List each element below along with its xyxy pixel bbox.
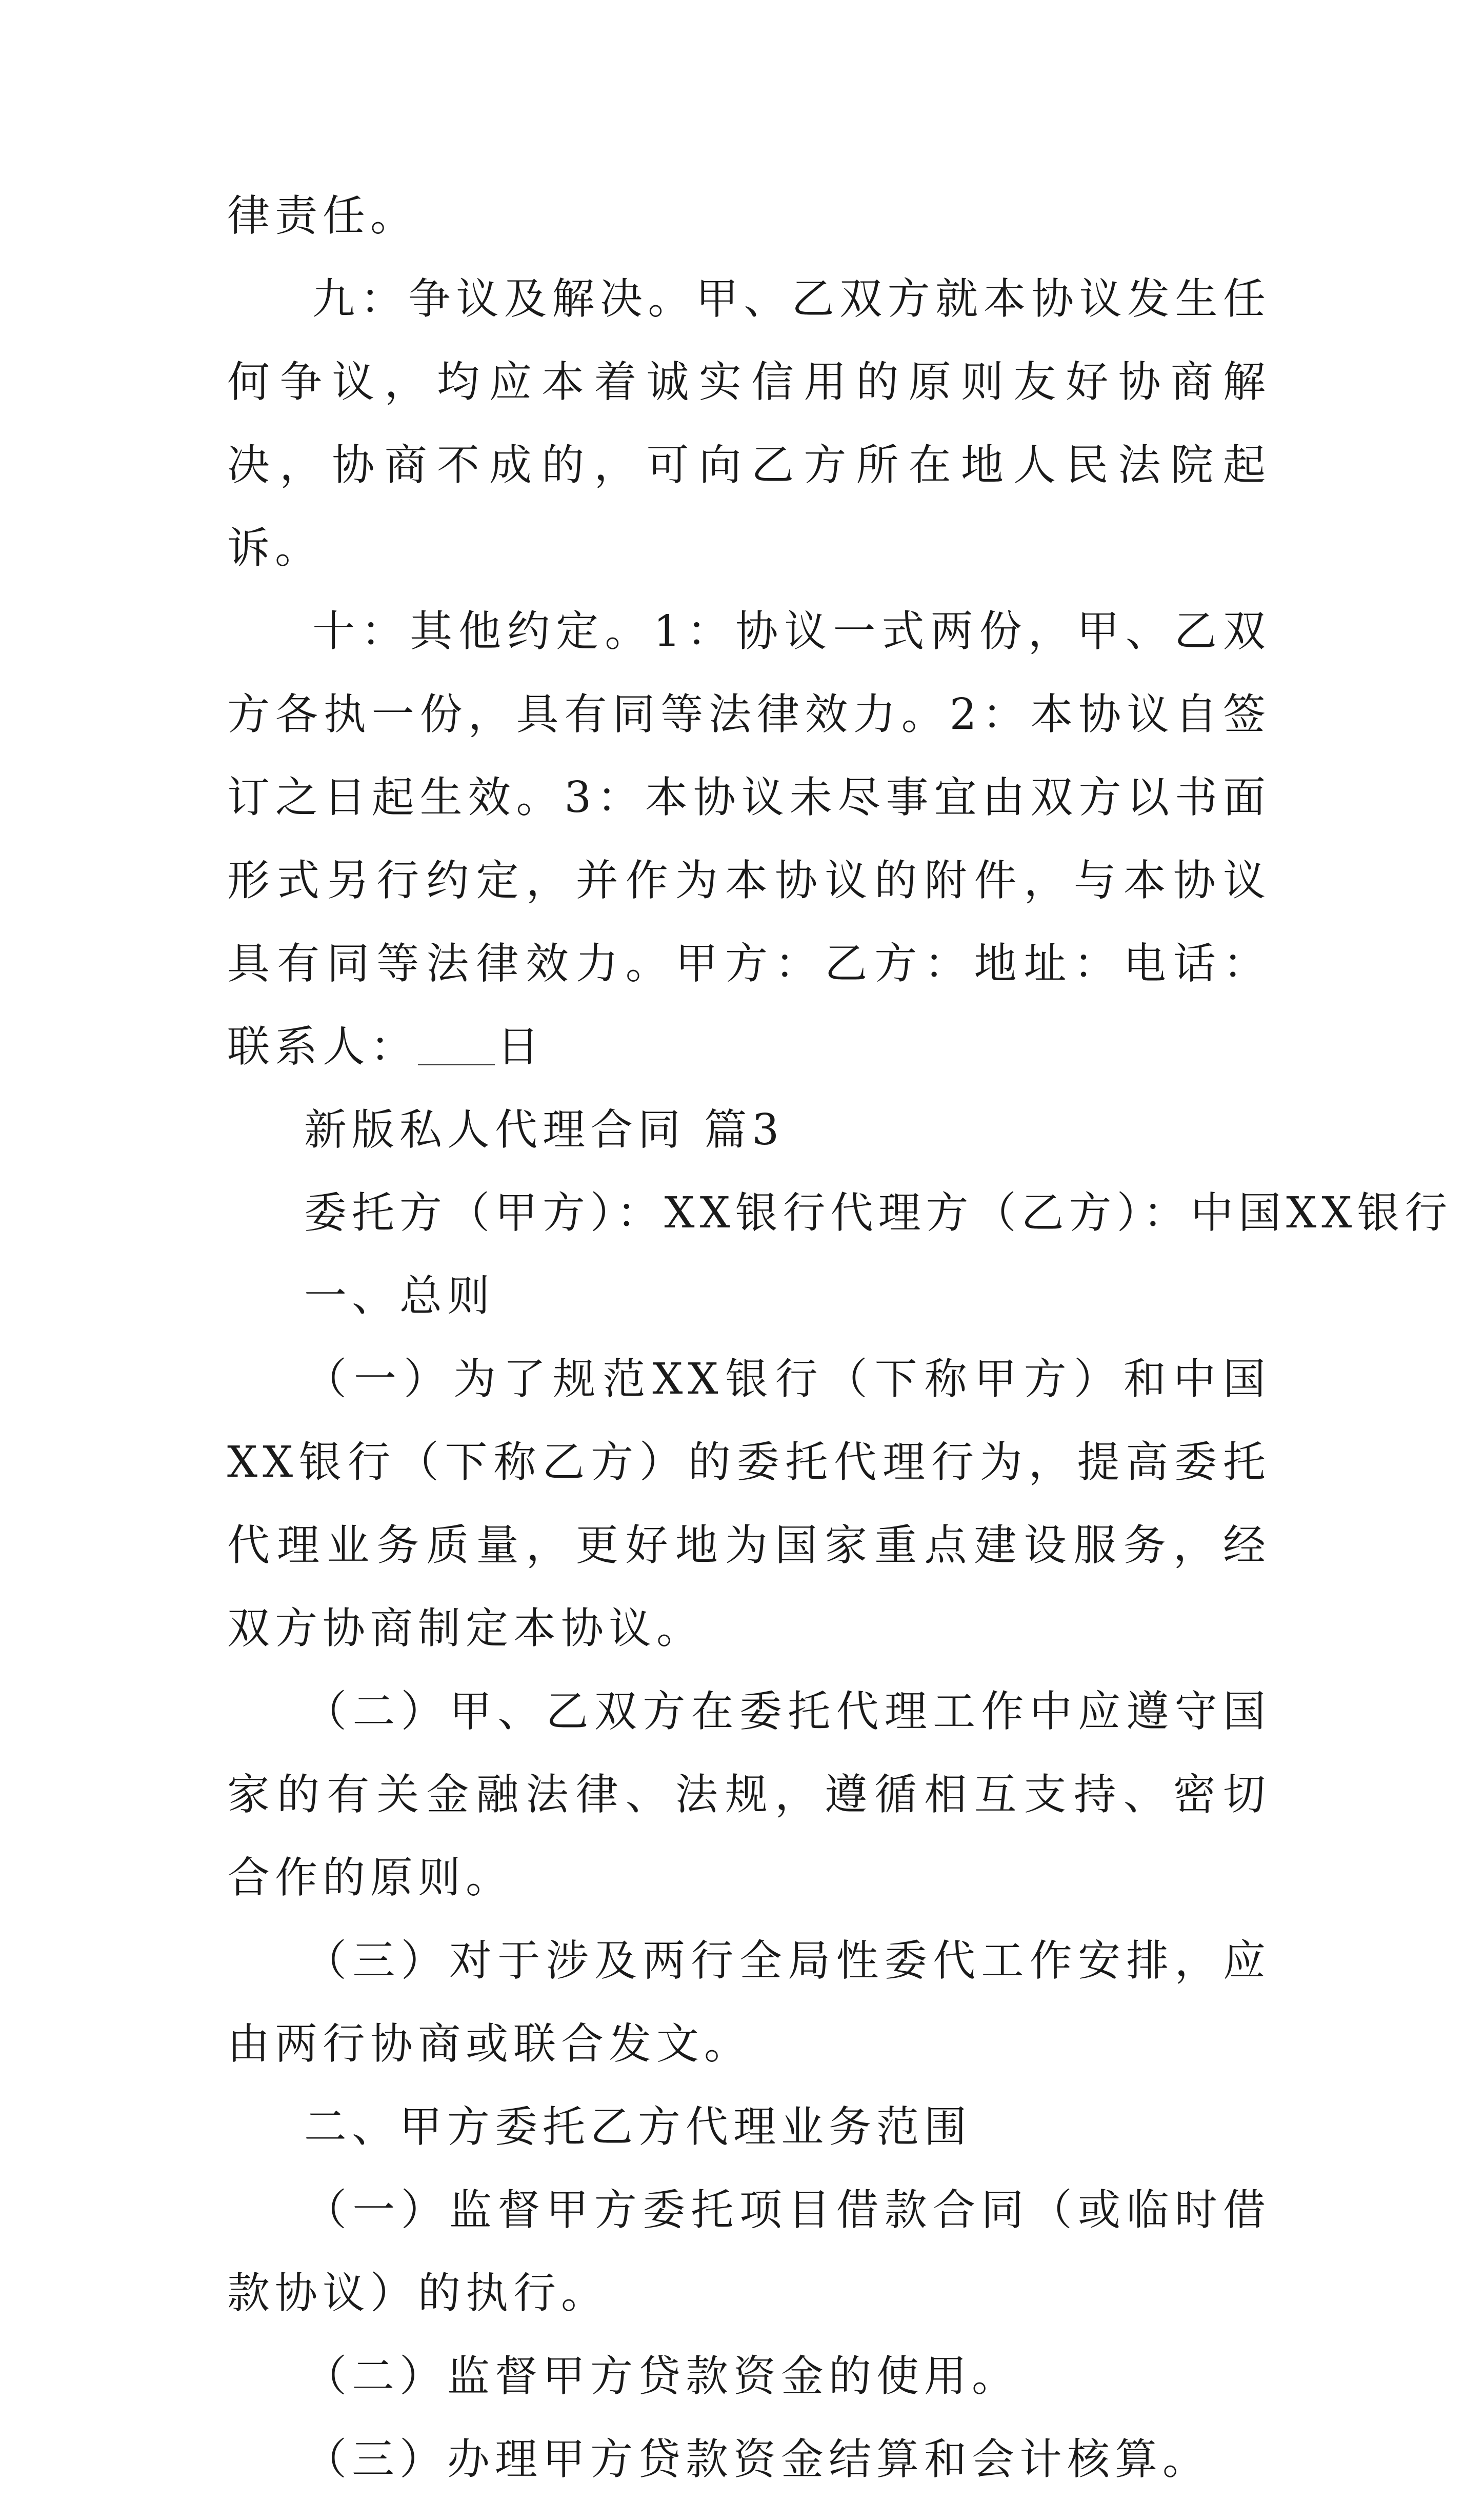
section-1-item-2: （二）甲、乙双方在委托代理工作中应遵守国家的有关金融法律、法规，遵循相互支持、密切合作的原则。 xyxy=(227,1686,1271,1902)
section-1-item-1: （一）为了规范XX银行（下称甲方）和中国XX银行（下称乙方）的委托代理行为，提高委托代理业务质量，更好地为国家重点建设服务，经双方协商制定本协议。 xyxy=(227,1354,1271,1653)
clause-10-other-agreements xyxy=(227,590,1271,1088)
contract-parties: 委托方（甲方）：XX银行代理方（乙方）：中国XX银行 xyxy=(304,1188,1453,1238)
blank-underline xyxy=(418,1028,495,1065)
section-2-item-2: （二）监督甲方贷款资金的使用。 xyxy=(304,2351,1019,2401)
clause-10-text: 十：其他约定。1：协议一式两份，甲、乙双方各执一份，具有同等法律效力。2：本协议自签订之日起生效。3：本协议未尽事宜由双方以书面形式另行约定，并作为本协议的附件，与本协议具有同等法律效力。甲方：乙方：地址：电话：联系人： xyxy=(227,606,1271,1071)
section-1-title: 一、总则 xyxy=(304,1271,495,1321)
clause-9-dispute-resolution: 九：争议及解决。甲、乙双方就本协议发生任何争议，均应本着诚实信用的原则友好协商解决，协商不成的，可向乙方所在地人民法院起诉。 xyxy=(227,274,1271,573)
section-1-item-3: （三）对于涉及两行全局性委代工作安排，应由两行协商或联合发文。 xyxy=(227,1936,1271,2069)
section-2-item-3: （三）办理甲方贷款资金结算和会计核算。 xyxy=(304,2434,1210,2484)
paragraph-continuation: 律责任。 xyxy=(227,191,418,241)
section-2-item-1: （一）监督甲方委托项目借款合同（或临时借款协议）的执行。 xyxy=(227,2185,1271,2318)
document-body xyxy=(227,174,1453,2501)
section-heading-part3: 新版私人代理合同 篇3 xyxy=(304,1105,785,1155)
clause-10-tail: 日 xyxy=(497,1022,545,1071)
section-2-title: 二、甲方委托乙方代理业务范围 xyxy=(304,2102,972,2152)
